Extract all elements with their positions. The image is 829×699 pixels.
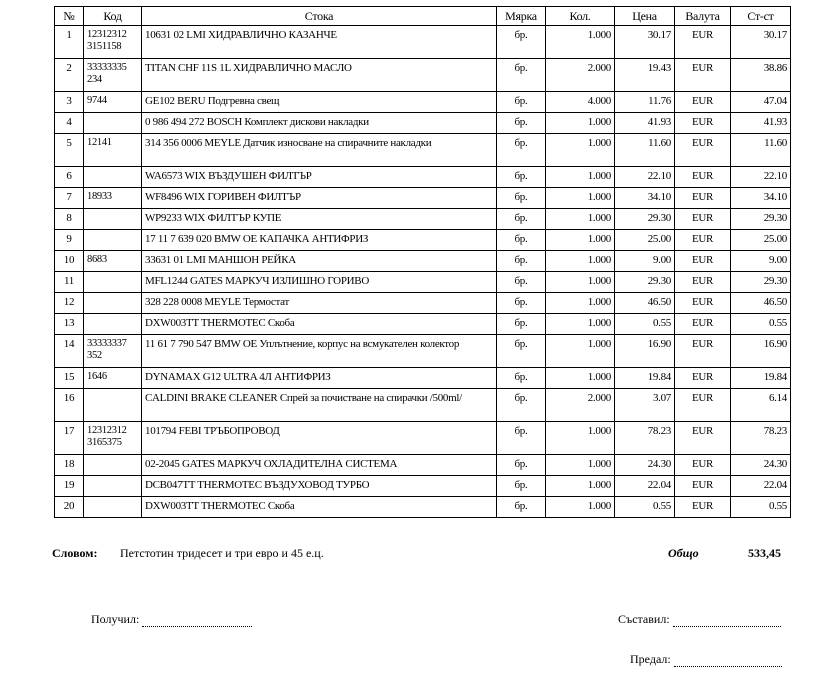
- row-quantity: 1.000: [546, 167, 615, 188]
- handed-signature-line: [674, 654, 782, 667]
- row-price: 29.30: [615, 272, 675, 293]
- row-currency: EUR: [675, 422, 731, 455]
- row-code: [84, 476, 142, 497]
- row-currency: EUR: [675, 26, 731, 59]
- row-quantity: 2.000: [546, 59, 615, 92]
- row-number: 5: [55, 134, 84, 167]
- row-total: 46.50: [731, 293, 791, 314]
- row-quantity: 1.000: [546, 368, 615, 389]
- row-quantity: 2.000: [546, 389, 615, 422]
- row-unit: бр.: [497, 497, 546, 518]
- row-currency: EUR: [675, 335, 731, 368]
- received-signature-line: [142, 614, 252, 627]
- row-number: 7: [55, 188, 84, 209]
- table-row: [55, 188, 791, 209]
- row-currency: EUR: [675, 230, 731, 251]
- row-price: 25.00: [615, 230, 675, 251]
- row-unit: бр.: [497, 167, 546, 188]
- row-currency: EUR: [675, 92, 731, 113]
- row-currency: EUR: [675, 134, 731, 167]
- row-number: 12: [55, 293, 84, 314]
- composed-signature: [618, 612, 781, 627]
- row-total: 47.04: [731, 92, 791, 113]
- row-code: 33333335 234: [84, 59, 142, 92]
- row-number: 20: [55, 497, 84, 518]
- composed-signature-line: [673, 614, 781, 627]
- table-row: [55, 455, 791, 476]
- amount-in-words-value: Петстотин тридесет и три евро и 45 е.ц.: [120, 546, 324, 560]
- row-item: WF8496 WIX ГОРИВЕН ФИЛТЪР: [142, 188, 497, 209]
- row-code: 12312312 3165375: [84, 422, 142, 455]
- row-price: 11.60: [615, 134, 675, 167]
- row-number: 19: [55, 476, 84, 497]
- row-unit: бр.: [497, 59, 546, 92]
- row-quantity: 1.000: [546, 335, 615, 368]
- row-unit: бр.: [497, 209, 546, 230]
- row-quantity: 4.000: [546, 92, 615, 113]
- row-price: 22.10: [615, 167, 675, 188]
- row-quantity: 1.000: [546, 188, 615, 209]
- table-row: [55, 422, 791, 455]
- row-price: 41.93: [615, 113, 675, 134]
- row-price: 16.90: [615, 335, 675, 368]
- col-header-item: Стока: [142, 7, 497, 26]
- row-unit: бр.: [497, 272, 546, 293]
- row-unit: бр.: [497, 476, 546, 497]
- row-number: 4: [55, 113, 84, 134]
- row-unit: бр.: [497, 335, 546, 368]
- row-code: 12312312 3151158: [84, 26, 142, 59]
- row-item: TITAN CHF 11S 1L ХИДРАВЛИЧНО МАСЛО: [142, 59, 497, 92]
- row-total: 29.30: [731, 209, 791, 230]
- row-unit: бр.: [497, 134, 546, 167]
- row-number: 3: [55, 92, 84, 113]
- col-header-price: Цена: [615, 7, 675, 26]
- handed-label: Предал:: [630, 652, 671, 666]
- row-total: 22.04: [731, 476, 791, 497]
- row-unit: бр.: [497, 368, 546, 389]
- row-code: 33333337 352: [84, 335, 142, 368]
- amount-in-words-label: Словом:: [52, 546, 98, 560]
- row-unit: бр.: [497, 314, 546, 335]
- row-total: 16.90: [731, 335, 791, 368]
- row-price: 22.04: [615, 476, 675, 497]
- table-row: [55, 497, 791, 518]
- row-number: 14: [55, 335, 84, 368]
- row-code: [84, 230, 142, 251]
- row-total: 0.55: [731, 497, 791, 518]
- row-currency: EUR: [675, 497, 731, 518]
- table-row: [55, 251, 791, 272]
- row-code: [84, 209, 142, 230]
- table-row: [55, 314, 791, 335]
- row-number: 16: [55, 389, 84, 422]
- row-item: DYNAMAX G12 ULTRA 4Л АНТИФРИЗ: [142, 368, 497, 389]
- col-header-currency: Валута: [675, 7, 731, 26]
- row-quantity: 1.000: [546, 422, 615, 455]
- row-total: 30.17: [731, 26, 791, 59]
- row-quantity: 1.000: [546, 272, 615, 293]
- row-unit: бр.: [497, 230, 546, 251]
- table-row: [55, 272, 791, 293]
- row-total: 24.30: [731, 455, 791, 476]
- received-signature: [91, 612, 252, 627]
- row-code: 12141: [84, 134, 142, 167]
- row-currency: EUR: [675, 368, 731, 389]
- row-unit: бр.: [497, 92, 546, 113]
- col-header-unit: Мярка: [497, 7, 546, 26]
- row-number: 13: [55, 314, 84, 335]
- row-price: 34.10: [615, 188, 675, 209]
- row-price: 24.30: [615, 455, 675, 476]
- row-item: 10631 02 LMI ХИДРАВЛИЧНО КАЗАНЧЕ: [142, 26, 497, 59]
- table-row: [55, 389, 791, 422]
- row-quantity: 1.000: [546, 230, 615, 251]
- row-quantity: 1.000: [546, 26, 615, 59]
- row-item: 02-2045 GATES МАРКУЧ ОХЛАДИТЕЛНА СИСТЕМА: [142, 455, 497, 476]
- row-number: 15: [55, 368, 84, 389]
- row-code: 8683: [84, 251, 142, 272]
- col-header-number: №: [55, 7, 84, 26]
- row-unit: бр.: [497, 26, 546, 59]
- row-number: 10: [55, 251, 84, 272]
- row-currency: EUR: [675, 389, 731, 422]
- row-unit: бр.: [497, 113, 546, 134]
- row-currency: EUR: [675, 293, 731, 314]
- row-code: [84, 113, 142, 134]
- row-item: 328 228 0008 MEYLE Термостат: [142, 293, 497, 314]
- composed-label: Съставил:: [618, 612, 670, 626]
- row-currency: EUR: [675, 272, 731, 293]
- row-currency: EUR: [675, 188, 731, 209]
- row-price: 78.23: [615, 422, 675, 455]
- row-price: 30.17: [615, 26, 675, 59]
- row-code: 18933: [84, 188, 142, 209]
- handed-signature: [630, 652, 782, 667]
- row-item: DCB047TT THERMOTEC ВЪЗДУХОВОД ТУРБО: [142, 476, 497, 497]
- row-number: 8: [55, 209, 84, 230]
- received-label: Получил:: [91, 612, 140, 626]
- row-quantity: 1.000: [546, 455, 615, 476]
- table-row: [55, 113, 791, 134]
- row-price: 9.00: [615, 251, 675, 272]
- col-header-code: Код: [84, 7, 142, 26]
- grand-total-value: 533,45: [748, 546, 781, 560]
- row-currency: EUR: [675, 476, 731, 497]
- row-number: 9: [55, 230, 84, 251]
- row-number: 6: [55, 167, 84, 188]
- row-unit: бр.: [497, 293, 546, 314]
- row-number: 17: [55, 422, 84, 455]
- invoice-table: [54, 6, 791, 518]
- row-item: CALDINI BRAKE CLEANER Спрей за почистване на спирачки /500ml/: [142, 389, 497, 422]
- row-price: 19.43: [615, 59, 675, 92]
- row-price: 11.76: [615, 92, 675, 113]
- row-item: 17 11 7 639 020 BMW OE КАПАЧКА АНТИФРИЗ: [142, 230, 497, 251]
- row-total: 9.00: [731, 251, 791, 272]
- row-unit: бр.: [497, 422, 546, 455]
- table-row: [55, 92, 791, 113]
- row-item: 33631 01 LMI МАНШОН РЕЙКА: [142, 251, 497, 272]
- row-item: GE102 BERU Подгревна свещ: [142, 92, 497, 113]
- grand-total-label: Общо: [668, 546, 699, 560]
- table-header-row: [55, 7, 791, 26]
- col-header-quantity: Кол.: [546, 7, 615, 26]
- row-currency: EUR: [675, 314, 731, 335]
- row-total: 41.93: [731, 113, 791, 134]
- table-row: [55, 209, 791, 230]
- row-total: 22.10: [731, 167, 791, 188]
- table-row: [55, 230, 791, 251]
- row-code: [84, 497, 142, 518]
- table-row: [55, 476, 791, 497]
- table-row: [55, 59, 791, 92]
- row-item: MFL1244 GATES МАРКУЧ ИЗЛИШНО ГОРИВО: [142, 272, 497, 293]
- row-price: 46.50: [615, 293, 675, 314]
- row-number: 11: [55, 272, 84, 293]
- row-total: 0.55: [731, 314, 791, 335]
- row-quantity: 1.000: [546, 209, 615, 230]
- row-currency: EUR: [675, 251, 731, 272]
- row-unit: бр.: [497, 455, 546, 476]
- row-currency: EUR: [675, 209, 731, 230]
- row-code: [84, 167, 142, 188]
- row-price: 19.84: [615, 368, 675, 389]
- row-currency: EUR: [675, 59, 731, 92]
- row-unit: бр.: [497, 251, 546, 272]
- row-quantity: 1.000: [546, 134, 615, 167]
- table-row: [55, 26, 791, 59]
- row-code: [84, 389, 142, 422]
- row-code: [84, 455, 142, 476]
- row-quantity: 1.000: [546, 497, 615, 518]
- table-row: [55, 293, 791, 314]
- col-header-total: Ст-ст: [731, 7, 791, 26]
- row-item: DXW003TT THERMOTEC Скоба: [142, 314, 497, 335]
- row-total: 11.60: [731, 134, 791, 167]
- table-row: [55, 134, 791, 167]
- row-number: 1: [55, 26, 84, 59]
- row-price: 3.07: [615, 389, 675, 422]
- row-total: 29.30: [731, 272, 791, 293]
- row-total: 34.10: [731, 188, 791, 209]
- row-price: 29.30: [615, 209, 675, 230]
- row-price: 0.55: [615, 314, 675, 335]
- row-item: WA6573 WIX ВЪЗДУШЕН ФИЛТЪР: [142, 167, 497, 188]
- row-unit: бр.: [497, 389, 546, 422]
- row-currency: EUR: [675, 167, 731, 188]
- table-row: [55, 167, 791, 188]
- row-total: 25.00: [731, 230, 791, 251]
- row-currency: EUR: [675, 113, 731, 134]
- row-code: [84, 272, 142, 293]
- row-total: 19.84: [731, 368, 791, 389]
- row-item: DXW003TT THERMOTEC Скоба: [142, 497, 497, 518]
- row-item: WP9233 WIX ФИЛТЪР КУПЕ: [142, 209, 497, 230]
- table-row: [55, 368, 791, 389]
- row-total: 6.14: [731, 389, 791, 422]
- row-price: 0.55: [615, 497, 675, 518]
- row-item: 11 61 7 790 547 BMW OE Уплътнение, корпус на всмукателен колектор: [142, 335, 497, 368]
- row-currency: EUR: [675, 455, 731, 476]
- row-item: 0 986 494 272 BOSCH Комплект дискови накладки: [142, 113, 497, 134]
- row-code: 1646: [84, 368, 142, 389]
- row-quantity: 1.000: [546, 251, 615, 272]
- row-total: 78.23: [731, 422, 791, 455]
- row-number: 2: [55, 59, 84, 92]
- row-code: 9744: [84, 92, 142, 113]
- row-code: [84, 293, 142, 314]
- row-item: 314 356 0006 MEYLE Датчик износване на спирачните накладки: [142, 134, 497, 167]
- row-item: 101794 FEBI ТРЪБОПРОВОД: [142, 422, 497, 455]
- row-unit: бр.: [497, 188, 546, 209]
- row-quantity: 1.000: [546, 113, 615, 134]
- row-total: 38.86: [731, 59, 791, 92]
- table-row: [55, 335, 791, 368]
- row-quantity: 1.000: [546, 476, 615, 497]
- row-quantity: 1.000: [546, 314, 615, 335]
- row-number: 18: [55, 455, 84, 476]
- row-quantity: 1.000: [546, 293, 615, 314]
- row-code: [84, 314, 142, 335]
